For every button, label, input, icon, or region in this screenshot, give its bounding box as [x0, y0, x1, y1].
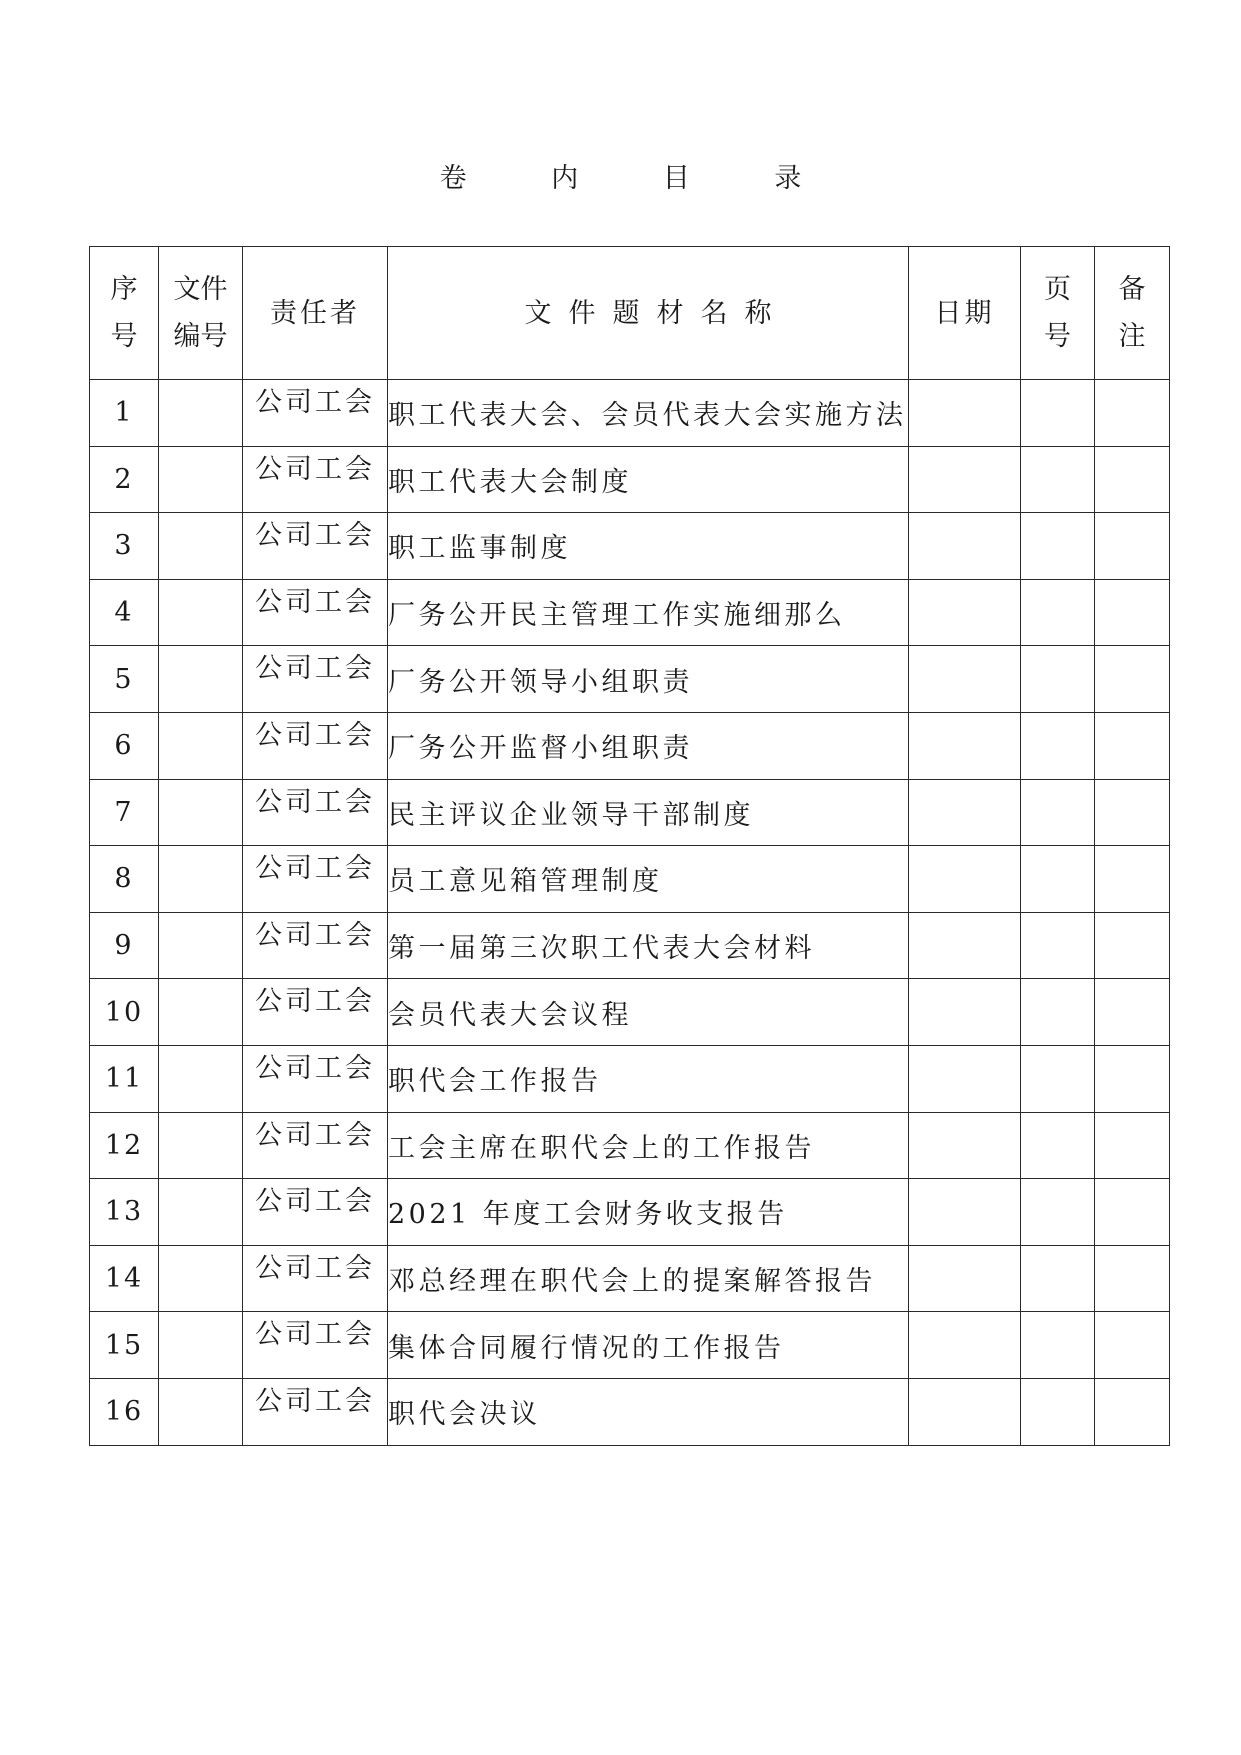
table-row [90, 646, 1170, 713]
cell-remark [1095, 1378, 1170, 1445]
cell-seq: 2 [90, 446, 159, 513]
cell-page [1021, 513, 1095, 580]
cell-seq: 8 [90, 846, 159, 913]
cell-doc-title: 厂务公开领导小组职责 [388, 646, 909, 713]
cell-doc-title: 邓总经理在职代会上的提案解答报告 [388, 1245, 909, 1312]
cell-doc-title: 职代会工作报告 [388, 1045, 909, 1112]
cell-page [1021, 979, 1095, 1046]
cell-responsible: 公司工会 [243, 779, 388, 846]
cell-doc-title: 工会主席在职代会上的工作报告 [388, 1112, 909, 1179]
cell-date [909, 1112, 1021, 1179]
cell-page [1021, 1045, 1095, 1112]
cell-page [1021, 912, 1095, 979]
cell-seq: 15 [90, 1312, 159, 1379]
cell-responsible: 公司工会 [243, 1045, 388, 1112]
cell-remark [1095, 779, 1170, 846]
table-row [90, 1312, 1170, 1379]
cell-doc-title: 厂务公开监督小组职责 [388, 712, 909, 779]
table-row [90, 1378, 1170, 1445]
cell-date [909, 1312, 1021, 1379]
cell-date [909, 979, 1021, 1046]
cell-page [1021, 1112, 1095, 1179]
cell-doc-no [159, 646, 243, 713]
cell-seq: 13 [90, 1179, 159, 1246]
table-row [90, 1112, 1170, 1179]
cell-date [909, 912, 1021, 979]
cell-seq: 7 [90, 779, 159, 846]
cell-page [1021, 380, 1095, 447]
cell-date [909, 1245, 1021, 1312]
cell-remark [1095, 846, 1170, 913]
cell-doc-title: 员工意见箱管理制度 [388, 846, 909, 913]
cell-doc-title: 职代会决议 [388, 1378, 909, 1445]
cell-doc-no [159, 380, 243, 447]
table-row [90, 1045, 1170, 1112]
page-title: 卷 内 目 录 [439, 163, 840, 194]
cell-doc-title: 职工代表大会、会员代表大会实施方法 [388, 380, 909, 447]
cell-page [1021, 846, 1095, 913]
cell-remark [1095, 1112, 1170, 1179]
cell-doc-title: 民主评议企业领导干部制度 [388, 779, 909, 846]
header-responsible: 责任者 [243, 247, 388, 380]
table-row [90, 513, 1170, 580]
cell-seq: 5 [90, 646, 159, 713]
cell-responsible: 公司工会 [243, 912, 388, 979]
cell-remark [1095, 646, 1170, 713]
cell-doc-no [159, 1312, 243, 1379]
cell-remark [1095, 513, 1170, 580]
cell-date [909, 513, 1021, 580]
cell-seq: 1 [90, 380, 159, 447]
cell-responsible: 公司工会 [243, 513, 388, 580]
cell-doc-no [159, 846, 243, 913]
cell-seq: 14 [90, 1245, 159, 1312]
table-row [90, 1245, 1170, 1312]
cell-doc-no [159, 1245, 243, 1312]
cell-date [909, 779, 1021, 846]
cell-responsible: 公司工会 [243, 579, 388, 646]
cell-responsible: 公司工会 [243, 846, 388, 913]
cell-date [909, 1179, 1021, 1246]
cell-remark [1095, 1245, 1170, 1312]
cell-seq: 3 [90, 513, 159, 580]
table-row [90, 1179, 1170, 1246]
table-row [90, 579, 1170, 646]
cell-remark [1095, 380, 1170, 447]
catalog-table [89, 246, 1170, 1446]
cell-responsible: 公司工会 [243, 446, 388, 513]
cell-responsible: 公司工会 [243, 1378, 388, 1445]
cell-doc-no [159, 979, 243, 1046]
cell-doc-no [159, 1112, 243, 1179]
cell-date [909, 712, 1021, 779]
cell-page [1021, 1179, 1095, 1246]
cell-responsible: 公司工会 [243, 380, 388, 447]
cell-doc-no [159, 1045, 243, 1112]
cell-page [1021, 1245, 1095, 1312]
header-page: 页号 [1021, 247, 1095, 380]
cell-remark [1095, 1179, 1170, 1246]
cell-doc-title: 集体合同履行情况的工作报告 [388, 1312, 909, 1379]
cell-remark [1095, 912, 1170, 979]
table-row [90, 979, 1170, 1046]
table-row [90, 779, 1170, 846]
header-doc-no: 文件编号 [159, 247, 243, 380]
cell-doc-title: 第一届第三次职工代表大会材料 [388, 912, 909, 979]
cell-doc-title: 职工监事制度 [388, 513, 909, 580]
header-doc-title: 文件题材名称 [388, 247, 909, 380]
cell-responsible: 公司工会 [243, 1245, 388, 1312]
cell-seq: 4 [90, 579, 159, 646]
cell-doc-no [159, 712, 243, 779]
cell-remark [1095, 712, 1170, 779]
cell-doc-title: 2021 年度工会财务收支报告 [388, 1179, 909, 1246]
cell-page [1021, 1378, 1095, 1445]
cell-seq: 10 [90, 979, 159, 1046]
cell-responsible: 公司工会 [243, 1179, 388, 1246]
cell-remark [1095, 579, 1170, 646]
cell-doc-no [159, 579, 243, 646]
cell-date [909, 1378, 1021, 1445]
cell-responsible: 公司工会 [243, 1112, 388, 1179]
cell-seq: 11 [90, 1045, 159, 1112]
cell-doc-no [159, 1378, 243, 1445]
cell-responsible: 公司工会 [243, 1312, 388, 1379]
cell-doc-no [159, 912, 243, 979]
cell-date [909, 646, 1021, 713]
header-seq: 序号 [90, 247, 159, 380]
cell-seq: 9 [90, 912, 159, 979]
cell-doc-no [159, 513, 243, 580]
cell-date [909, 446, 1021, 513]
cell-page [1021, 579, 1095, 646]
cell-page [1021, 446, 1095, 513]
cell-date [909, 380, 1021, 447]
cell-responsible: 公司工会 [243, 712, 388, 779]
table-row [90, 912, 1170, 979]
cell-seq: 12 [90, 1112, 159, 1179]
cell-remark [1095, 1045, 1170, 1112]
table-row [90, 712, 1170, 779]
cell-seq: 16 [90, 1378, 159, 1445]
table-row [90, 380, 1170, 447]
table-row [90, 446, 1170, 513]
cell-remark [1095, 979, 1170, 1046]
cell-doc-no [159, 779, 243, 846]
cell-remark [1095, 446, 1170, 513]
cell-date [909, 1045, 1021, 1112]
cell-date [909, 846, 1021, 913]
header-remark: 备注 [1095, 247, 1170, 380]
cell-responsible: 公司工会 [243, 979, 388, 1046]
cell-doc-title: 会员代表大会议程 [388, 979, 909, 1046]
cell-page [1021, 779, 1095, 846]
cell-page [1021, 712, 1095, 779]
cell-responsible: 公司工会 [243, 646, 388, 713]
cell-doc-title: 厂务公开民主管理工作实施细那么 [388, 579, 909, 646]
cell-page [1021, 1312, 1095, 1379]
cell-page [1021, 646, 1095, 713]
header-row [90, 247, 1170, 380]
header-date: 日期 [909, 247, 1021, 380]
cell-remark [1095, 1312, 1170, 1379]
cell-doc-title: 职工代表大会制度 [388, 446, 909, 513]
table-row [90, 846, 1170, 913]
cell-date [909, 579, 1021, 646]
cell-seq: 6 [90, 712, 159, 779]
cell-doc-no [159, 446, 243, 513]
cell-doc-no [159, 1179, 243, 1246]
